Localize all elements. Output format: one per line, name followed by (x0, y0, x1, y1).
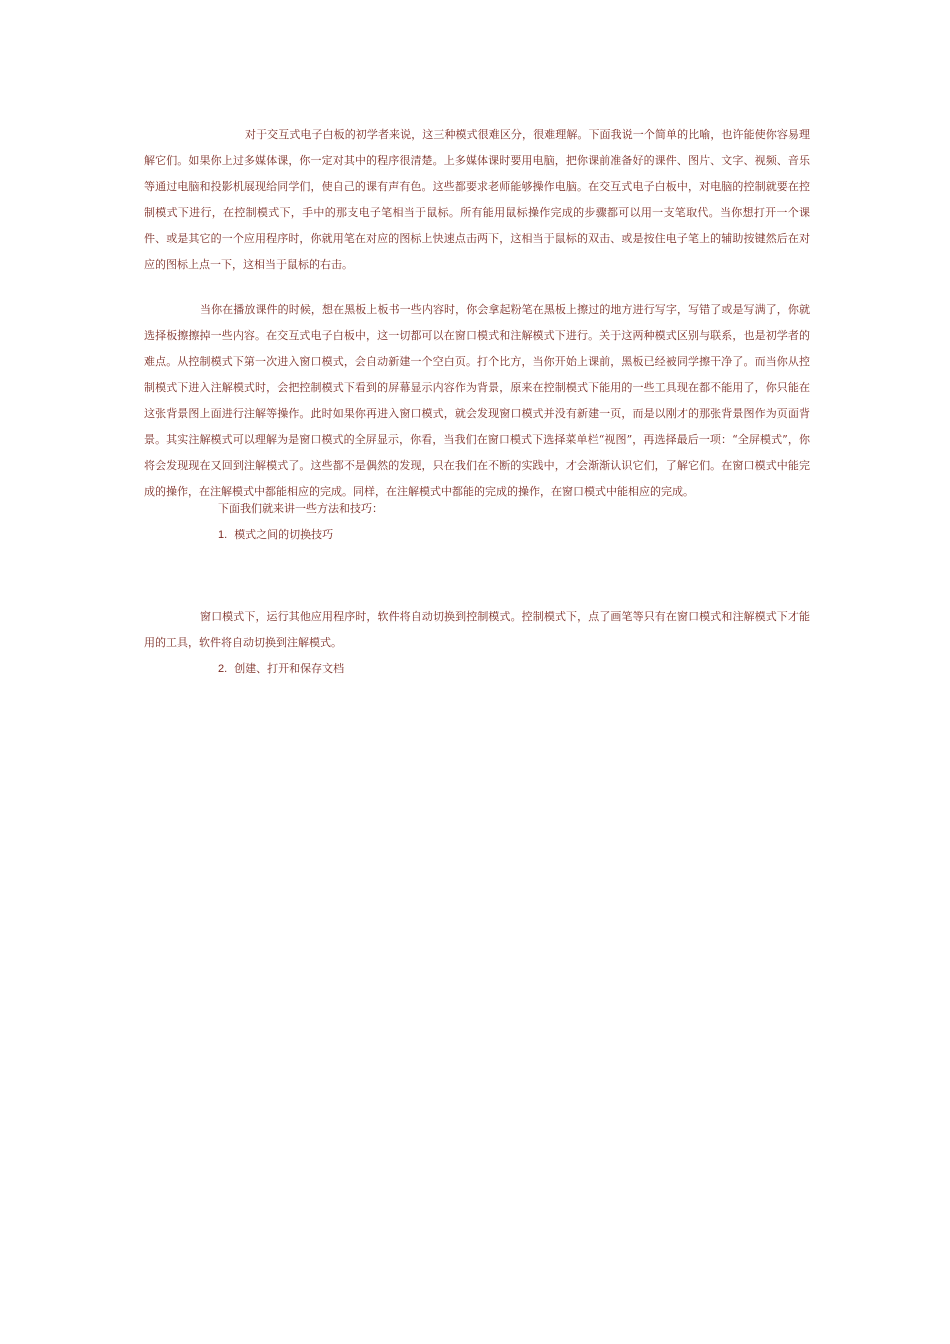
section-heading-2 (218, 656, 344, 682)
paragraph-auto-switch: 窗口模式下，运行其他应用程序时，软件将自动切换到控制模式。控制模式下，点了画笔等只有在窗口模式和注解模式下才能用的工具，软件将自动切换到注解模式。 (144, 610, 810, 649)
section-heading-1 (218, 522, 333, 548)
section-title: 模式之间的切换技巧 (234, 528, 334, 541)
paragraph-mode-metaphor: 对于交互式电子白板的初学者来说，这三种模式很难区分，很难理解。下面我说一个简单的比喻，也许能使你容易理解它们。如果你上过多媒体课，你一定对其中的程序很清楚。上多媒体课时要用电脑，把你课前准备好的课件、图片、文字、视频、音乐等通过电脑和投影机展现给同学们，使自己的课有声有色。这些都要求老师能够操作电脑。在交互式电子白板中，对电脑的控制就要在控制模式下进行，在控制模式下，手中的那支电子笔相当于鼠标。所有能用鼠标操作完成的步骤都可以用一支笔取代。当你想打开一个课件、或是其它的一个应用程序时，你就用笔在对应的图标上快速点击两下，这相当于鼠标的双击、或是按住电子笔上的辅助按键然后在对应的图标上点一下，这相当于鼠标的右击。 (144, 128, 810, 271)
intro-line: 下面我们就来讲一些方法和技巧： (218, 502, 383, 515)
section-title: 创建、打开和保存文档 (234, 662, 345, 675)
section-number: 1. (218, 529, 228, 541)
section-number: 2. (218, 663, 228, 675)
paragraph-window-annotation-modes: 当你在播放课件的时候，想在黑板上板书一些内容时，你会拿起粉笔在黑板上擦过的地方进行写字，写错了或是写满了，你就选择板擦擦掉一些内容。在交互式电子白板中，这一切都可以在窗口模式和注解模式下进行。关于这两种模式区别与联系，也是初学者的难点。从控制模式下第一次进入窗口模式，会自动新建一个空白页。打个比方，当你开始上课前，黑板已经被同学擦干净了。而当你从控制模式下进入注解模式时，会把控制模式下看到的屏幕显示内容作为背景，原来在控制模式下能用的一些工具现在都不能用了，你只能在这张背景图上面进行注解等操作。此时如果你再进入窗口模式，就会发现窗口模式并没有新建一页，而是以刚才的那张背景图作为页面背景。其实注解模式可以理解为是窗口模式的全屏显示，你看，当我们在窗口模式下选择菜单栏“视图”，再选择最后一项：“全屏模式”，你将会发现现在又回到注解模式了。这些都不是偶然的发现，只在我们在不断的实践中，才会渐渐认识它们，了解它们。在窗口模式中能完成的操作，在注解模式中都能相应的完成。同样，在注解模式中都能的完成的操作，在窗口模式中能相应的完成。 (144, 303, 810, 498)
